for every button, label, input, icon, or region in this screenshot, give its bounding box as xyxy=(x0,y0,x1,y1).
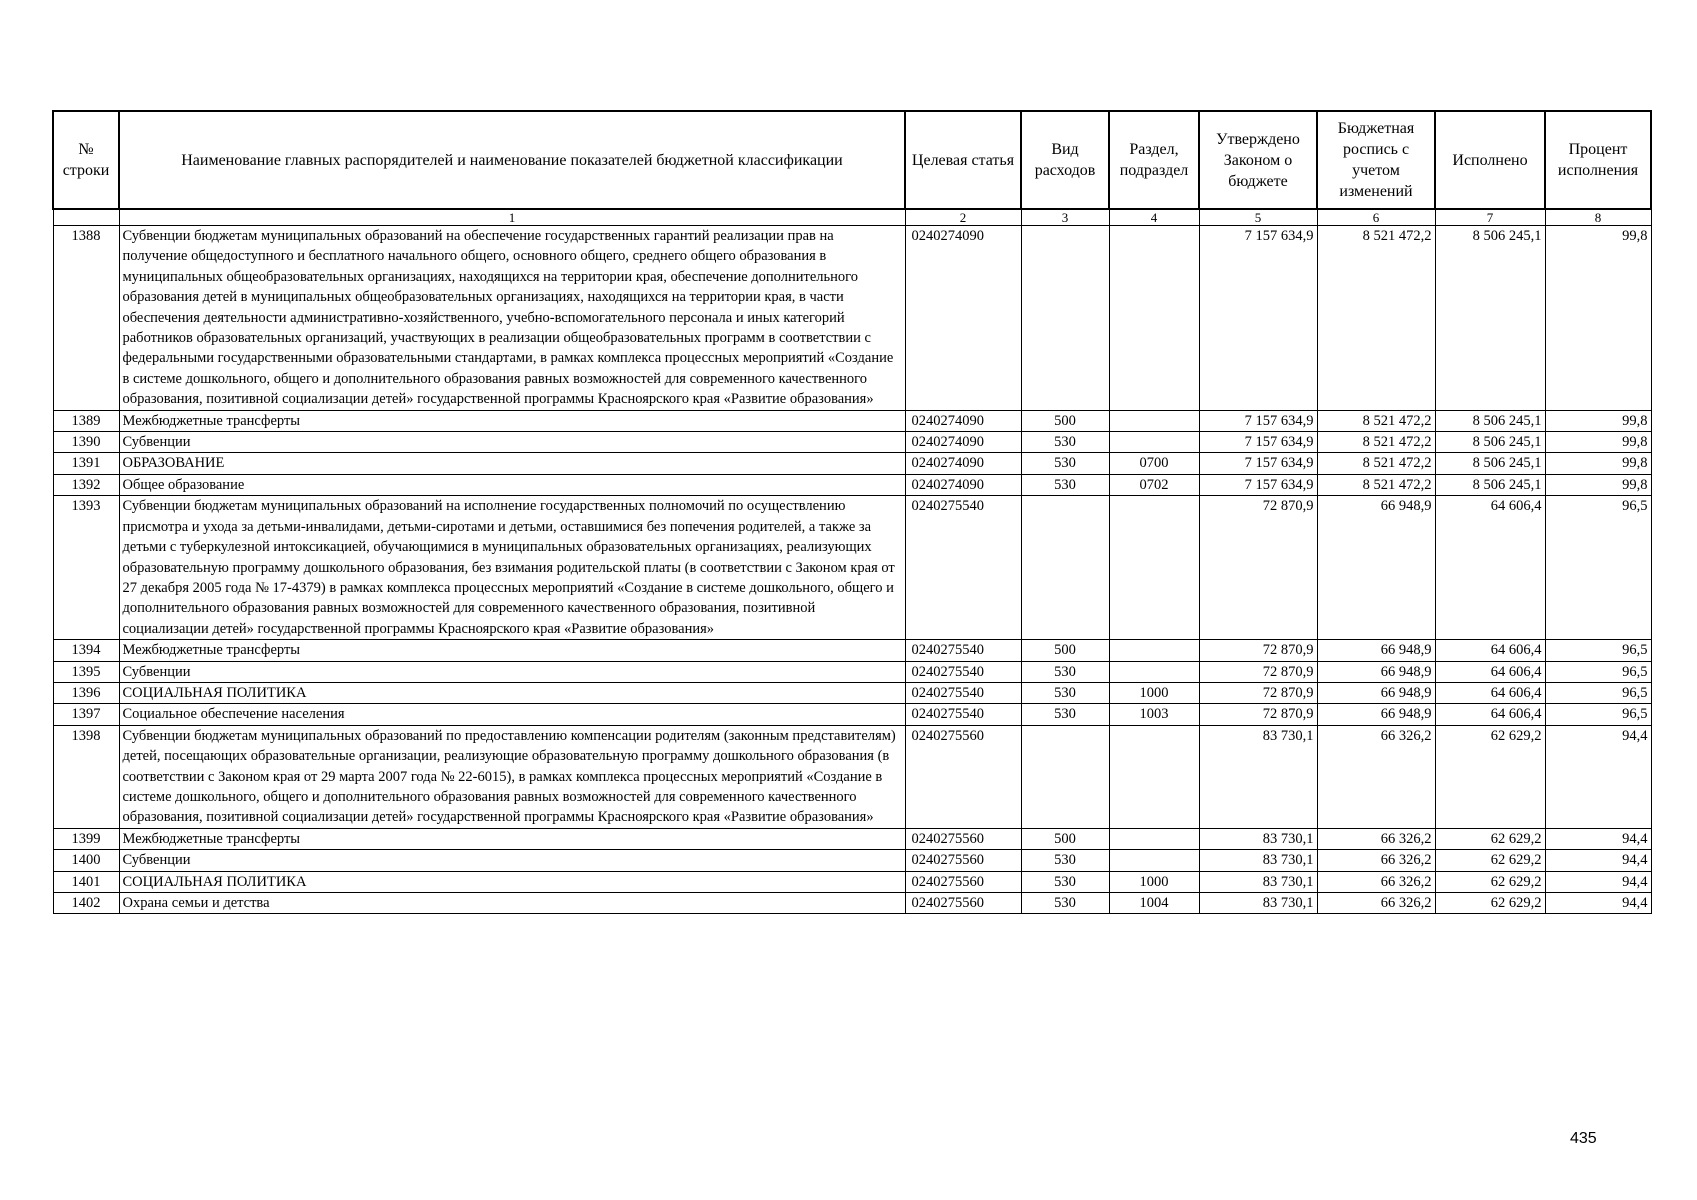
cell-section xyxy=(1109,850,1199,871)
cell-expense-type: 530 xyxy=(1021,871,1109,892)
column-number-row xyxy=(53,209,1651,226)
cell-name: Общее образование xyxy=(119,474,905,495)
cell-budget-schedule: 8 521 472,2 xyxy=(1317,226,1435,411)
table-row xyxy=(53,496,1651,640)
header-row xyxy=(53,111,1651,209)
cell-target-article: 0240275540 xyxy=(905,640,1021,661)
header-row-number: № строки xyxy=(53,111,119,209)
cell-expense-type: 500 xyxy=(1021,410,1109,431)
header-target-article: Целевая статья xyxy=(905,111,1021,209)
cell-expense-type: 530 xyxy=(1021,704,1109,725)
cell-executed: 64 606,4 xyxy=(1435,661,1545,682)
cell-expense-type: 530 xyxy=(1021,850,1109,871)
cell-section xyxy=(1109,661,1199,682)
cell-row-number: 1399 xyxy=(53,828,119,849)
cell-budget-schedule: 8 521 472,2 xyxy=(1317,410,1435,431)
column-number: 1 xyxy=(119,209,905,226)
cell-executed: 62 629,2 xyxy=(1435,893,1545,914)
cell-row-number: 1398 xyxy=(53,725,119,828)
column-number: 3 xyxy=(1021,209,1109,226)
cell-name: Межбюджетные трансферты xyxy=(119,410,905,431)
cell-target-article: 0240275560 xyxy=(905,871,1021,892)
header-approved: Утверждено Законом о бюджете xyxy=(1199,111,1317,209)
cell-budget-schedule: 8 521 472,2 xyxy=(1317,474,1435,495)
cell-budget-schedule: 66 326,2 xyxy=(1317,871,1435,892)
cell-row-number: 1395 xyxy=(53,661,119,682)
cell-target-article: 0240275540 xyxy=(905,682,1021,703)
cell-row-number: 1391 xyxy=(53,453,119,474)
cell-target-article: 0240274090 xyxy=(905,453,1021,474)
cell-executed: 64 606,4 xyxy=(1435,496,1545,640)
cell-executed: 64 606,4 xyxy=(1435,704,1545,725)
cell-name: Субвенции xyxy=(119,432,905,453)
cell-percent: 94,4 xyxy=(1545,871,1651,892)
cell-approved: 72 870,9 xyxy=(1199,661,1317,682)
cell-section: 0700 xyxy=(1109,453,1199,474)
cell-target-article: 0240274090 xyxy=(905,474,1021,495)
cell-executed: 8 506 245,1 xyxy=(1435,453,1545,474)
cell-row-number: 1389 xyxy=(53,410,119,431)
column-number: 6 xyxy=(1317,209,1435,226)
cell-executed: 8 506 245,1 xyxy=(1435,432,1545,453)
cell-approved: 72 870,9 xyxy=(1199,682,1317,703)
cell-target-article: 0240275560 xyxy=(905,893,1021,914)
header-executed: Исполнено xyxy=(1435,111,1545,209)
cell-executed: 64 606,4 xyxy=(1435,640,1545,661)
cell-row-number: 1390 xyxy=(53,432,119,453)
cell-approved: 83 730,1 xyxy=(1199,850,1317,871)
cell-budget-schedule: 66 326,2 xyxy=(1317,893,1435,914)
cell-section: 1003 xyxy=(1109,704,1199,725)
cell-target-article: 0240275560 xyxy=(905,828,1021,849)
cell-expense-type: 530 xyxy=(1021,682,1109,703)
cell-percent: 94,4 xyxy=(1545,850,1651,871)
cell-target-article: 0240274090 xyxy=(905,410,1021,431)
cell-budget-schedule: 8 521 472,2 xyxy=(1317,453,1435,474)
cell-name: ОБРАЗОВАНИЕ xyxy=(119,453,905,474)
cell-name: Социальное обеспечение населения xyxy=(119,704,905,725)
cell-section: 1000 xyxy=(1109,871,1199,892)
cell-percent: 96,5 xyxy=(1545,661,1651,682)
cell-budget-schedule: 66 948,9 xyxy=(1317,704,1435,725)
cell-name: СОЦИАЛЬНАЯ ПОЛИТИКА xyxy=(119,871,905,892)
budget-execution-table xyxy=(52,110,1652,914)
cell-percent: 94,4 xyxy=(1545,725,1651,828)
column-number xyxy=(53,209,119,226)
cell-name: СОЦИАЛЬНАЯ ПОЛИТИКА xyxy=(119,682,905,703)
cell-percent: 96,5 xyxy=(1545,640,1651,661)
cell-target-article: 0240274090 xyxy=(905,432,1021,453)
header-expense-type: Вид расходов xyxy=(1021,111,1109,209)
cell-executed: 8 506 245,1 xyxy=(1435,226,1545,411)
cell-approved: 7 157 634,9 xyxy=(1199,432,1317,453)
cell-row-number: 1402 xyxy=(53,893,119,914)
cell-percent: 96,5 xyxy=(1545,682,1651,703)
cell-executed: 62 629,2 xyxy=(1435,850,1545,871)
table-row xyxy=(53,410,1651,431)
cell-percent: 99,8 xyxy=(1545,226,1651,411)
header-budget-schedule: Бюджетная роспись с учетом изменений xyxy=(1317,111,1435,209)
cell-approved: 72 870,9 xyxy=(1199,496,1317,640)
cell-section xyxy=(1109,828,1199,849)
cell-expense-type: 530 xyxy=(1021,474,1109,495)
cell-percent: 96,5 xyxy=(1545,704,1651,725)
cell-approved: 7 157 634,9 xyxy=(1199,410,1317,431)
header-name: Наименование главных распорядителей и наименование показателей бюджетной классификации xyxy=(119,111,905,209)
table-row xyxy=(53,682,1651,703)
cell-section: 1004 xyxy=(1109,893,1199,914)
cell-budget-schedule: 66 326,2 xyxy=(1317,850,1435,871)
cell-section xyxy=(1109,496,1199,640)
cell-percent: 99,8 xyxy=(1545,474,1651,495)
cell-expense-type: 530 xyxy=(1021,893,1109,914)
column-number: 8 xyxy=(1545,209,1651,226)
cell-expense-type: 530 xyxy=(1021,661,1109,682)
cell-percent: 99,8 xyxy=(1545,432,1651,453)
cell-approved: 7 157 634,9 xyxy=(1199,453,1317,474)
table-row xyxy=(53,725,1651,828)
column-number: 2 xyxy=(905,209,1021,226)
header-percent: Процент исполнения xyxy=(1545,111,1651,209)
cell-executed: 8 506 245,1 xyxy=(1435,410,1545,431)
cell-percent: 96,5 xyxy=(1545,496,1651,640)
cell-expense-type: 530 xyxy=(1021,432,1109,453)
cell-expense-type: 530 xyxy=(1021,453,1109,474)
cell-name: Субвенции xyxy=(119,661,905,682)
cell-approved: 72 870,9 xyxy=(1199,640,1317,661)
table-row xyxy=(53,850,1651,871)
page-number: 435 xyxy=(1570,1130,1597,1147)
table-row xyxy=(53,453,1651,474)
cell-name: Субвенции бюджетам муниципальных образований на исполнение государственных полномочий по осуществлению присмотра и ухода за детьми-инвалидами, детьми-сиротами и детьми, оставшимися без попечения родителей, а также за детьми с туберкулезной интоксикацией, обучающимися в муниципальных образовательных организациях, реализующих образовательную программу дошкольного образования, без взимания родительской платы (в соответствии с Законом края от 27 декабря 2005 года № 17-4379) в рамках комплекса процессных мероприятий «Создание в системе дошкольного, общего и дополнительного образования равных возможностей для современного качественного образования, позитивной социализации детей» государственной программы Красноярского края «Развитие образования» xyxy=(119,496,905,640)
table-row xyxy=(53,871,1651,892)
table-row xyxy=(53,640,1651,661)
table-row xyxy=(53,474,1651,495)
table-row xyxy=(53,432,1651,453)
table-row xyxy=(53,704,1651,725)
cell-target-article: 0240275560 xyxy=(905,725,1021,828)
cell-executed: 8 506 245,1 xyxy=(1435,474,1545,495)
cell-approved: 7 157 634,9 xyxy=(1199,474,1317,495)
cell-row-number: 1394 xyxy=(53,640,119,661)
cell-budget-schedule: 66 948,9 xyxy=(1317,496,1435,640)
cell-row-number: 1397 xyxy=(53,704,119,725)
cell-executed: 62 629,2 xyxy=(1435,828,1545,849)
cell-target-article: 0240275540 xyxy=(905,496,1021,640)
cell-percent: 99,8 xyxy=(1545,453,1651,474)
table-row xyxy=(53,226,1651,411)
cell-section xyxy=(1109,226,1199,411)
cell-budget-schedule: 66 326,2 xyxy=(1317,828,1435,849)
cell-row-number: 1388 xyxy=(53,226,119,411)
cell-expense-type: 500 xyxy=(1021,828,1109,849)
cell-row-number: 1393 xyxy=(53,496,119,640)
table-row xyxy=(53,661,1651,682)
cell-expense-type xyxy=(1021,226,1109,411)
cell-name: Субвенции бюджетам муниципальных образований по предоставлению компенсации родителям (законным представителям) детей, посещающих образовательные организации, реализующие образовательную программу дошкольного образования (в соответствии с Законом края от 29 марта 2007 года № 22-6015), в рамках комплекса процессных мероприятий «Создание в системе дошкольного, общего и дополнительного образования равных возможностей для современного качественного образования, позитивной социализации детей» государственной программы Красноярского края «Развитие образования» xyxy=(119,725,905,828)
cell-budget-schedule: 66 326,2 xyxy=(1317,725,1435,828)
cell-name: Охрана семьи и детства xyxy=(119,893,905,914)
cell-percent: 94,4 xyxy=(1545,828,1651,849)
cell-section xyxy=(1109,725,1199,828)
cell-executed: 62 629,2 xyxy=(1435,725,1545,828)
header-section: Раздел, подраздел xyxy=(1109,111,1199,209)
column-number: 5 xyxy=(1199,209,1317,226)
cell-budget-schedule: 66 948,9 xyxy=(1317,661,1435,682)
cell-name: Межбюджетные трансферты xyxy=(119,640,905,661)
cell-approved: 83 730,1 xyxy=(1199,893,1317,914)
cell-approved: 83 730,1 xyxy=(1199,725,1317,828)
cell-target-article: 0240274090 xyxy=(905,226,1021,411)
cell-approved: 7 157 634,9 xyxy=(1199,226,1317,411)
cell-executed: 62 629,2 xyxy=(1435,871,1545,892)
cell-name: Субвенции бюджетам муниципальных образований на обеспечение государственных гарантий реализации прав на получение общедоступного и бесплатного начального общего, основного общего, среднего общего образования в муниципальных общеобразовательных организациях, находящихся на территории края, обеспечение дополнительного образования детей в муниципальных общеобразовательных организациях, находящихся на территории края, в части обеспечения деятельности административно-хозяйственного, учебно-вспомогательного персонала и иных категорий работников образовательных организаций, участвующих в реализации общеобразовательных программ в соответствии с федеральными государственными образовательными стандартами, в рамках комплекса процессных мероприятий «Создание в системе дошкольного, общего и дополнительного образования равных возможностей для современного качественного образования, позитивной социализации детей» государственной программы Красноярского края «Развитие образования» xyxy=(119,226,905,411)
cell-row-number: 1401 xyxy=(53,871,119,892)
cell-budget-schedule: 8 521 472,2 xyxy=(1317,432,1435,453)
cell-percent: 99,8 xyxy=(1545,410,1651,431)
cell-budget-schedule: 66 948,9 xyxy=(1317,682,1435,703)
table-row xyxy=(53,828,1651,849)
cell-name: Межбюджетные трансферты xyxy=(119,828,905,849)
cell-expense-type: 500 xyxy=(1021,640,1109,661)
cell-target-article: 0240275560 xyxy=(905,850,1021,871)
column-number: 4 xyxy=(1109,209,1199,226)
cell-row-number: 1396 xyxy=(53,682,119,703)
cell-section xyxy=(1109,432,1199,453)
cell-executed: 64 606,4 xyxy=(1435,682,1545,703)
column-number: 7 xyxy=(1435,209,1545,226)
cell-expense-type xyxy=(1021,496,1109,640)
cell-approved: 83 730,1 xyxy=(1199,871,1317,892)
cell-row-number: 1400 xyxy=(53,850,119,871)
cell-budget-schedule: 66 948,9 xyxy=(1317,640,1435,661)
table-row xyxy=(53,893,1651,914)
cell-name: Субвенции xyxy=(119,850,905,871)
cell-section xyxy=(1109,410,1199,431)
cell-percent: 94,4 xyxy=(1545,893,1651,914)
cell-approved: 83 730,1 xyxy=(1199,828,1317,849)
cell-row-number: 1392 xyxy=(53,474,119,495)
cell-section: 1000 xyxy=(1109,682,1199,703)
cell-section: 0702 xyxy=(1109,474,1199,495)
cell-target-article: 0240275540 xyxy=(905,704,1021,725)
cell-expense-type xyxy=(1021,725,1109,828)
cell-approved: 72 870,9 xyxy=(1199,704,1317,725)
cell-section xyxy=(1109,640,1199,661)
cell-target-article: 0240275540 xyxy=(905,661,1021,682)
